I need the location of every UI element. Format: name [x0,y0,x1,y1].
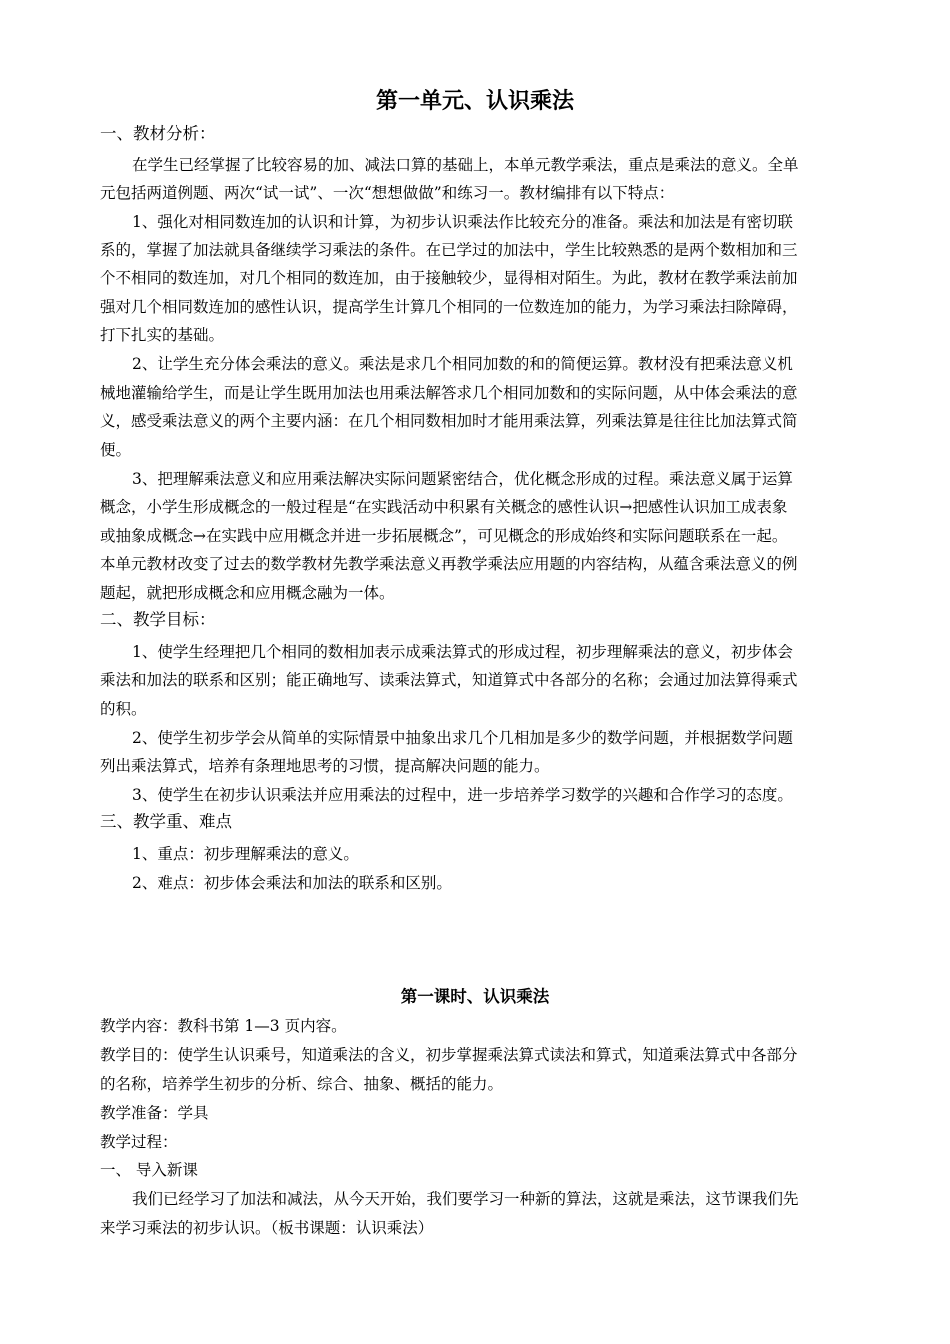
section1-intro-line: 元包括两道例题、两次“试一试”、一次“想想做做”和练习一。教材编排有以下特点： [100,184,675,202]
goal1-line: 乘法和加法的联系和区别；能正确地写、读乘法算式，知道算式中各部分的名称；会通过加法算得乘式 [100,671,798,689]
lesson-objective-line: 教学目的：使学生认识乘号，知道乘法的含义，初步掌握乘法算式读法和算式，知道乘法算式中各部分 [100,1046,798,1064]
lesson-content: 教学内容：教科书第 1—3 页内容。 [100,1017,347,1035]
step1-text-line: 我们已经学习了加法和减法，从今天开始，我们要学习一种新的算法，这就是乘法，这节课我们先 [132,1190,799,1208]
section1-heading: 一、教材分析： [100,124,216,143]
section2-heading: 二、教学目标： [100,610,216,629]
goal3-line: 3、使学生在初步认识乘法并应用乘法的过程中，进一步培养学习数学的兴趣和合作学习的态度。 [132,786,793,804]
goal1-line: 1、使学生经理把几个相同的数相加表示成乘法算式的形成过程，初步理解乘法的意义，初步体会 [132,643,793,661]
goal2-line: 列出乘法算式，培养有条理地思考的习惯，提高解决问题的能力。 [100,757,550,775]
point3-line: 3、把理解乘法意义和应用乘法解决实际问题紧密结合，优化概念形成的过程。乘法意义属于运算 [132,470,793,488]
point2-line: 义，感受乘法意义的两个主要内涵：在几个相同数相加时才能用乘法算，列乘法算是往往比加法算式简 [100,412,798,430]
lesson-objective-line: 的名称，培养学生初步的分析、综合、抽象、概括的能力。 [100,1075,504,1093]
point1-line: 个不相同的数连加，对几个相同的数连加，由于接触较少，显得相对陌生。为此，教材在教学乘法前加 [100,269,798,287]
lesson-prep: 教学准备：学具 [100,1104,209,1122]
lesson-process: 教学过程： [100,1133,178,1151]
point2-line: 2、让学生充分体会乘法的意义。乘法是求几个相同加数的和的简便运算。教材没有把乘法意义机 [132,355,793,373]
step1-text-line: 来学习乘法的初步认识。（板书课题：认识乘法） [100,1219,434,1237]
point3-line: 题起，就把形成概念和应用概念融为一体。 [100,584,395,602]
point1-line: 打下扎实的基础。 [100,326,225,344]
unit-title: 第一单元、认识乘法 [375,88,574,114]
point2-line: 便。 [100,441,132,459]
lesson-title: 第一课时、认识乘法 [400,987,550,1006]
section3-heading: 三、教学重、难点 [100,812,232,831]
point1-line: 强对几个相同数连加的感性认识，提高学生计算几个相同的一位数连加的能力，为学习乘法扫除障碍， [100,298,798,316]
point3-line: 本单元教材改变了过去的数学教材先教学乘法意义再教学乘法应用题的内容结构，从蕴含乘法意义的例 [100,555,798,573]
key-point: 1、重点：初步理解乘法的意义。 [132,845,359,863]
section1-intro-line: 在学生已经掌握了比较容易的加、减法口算的基础上，本单元教学乘法，重点是乘法的意义。全单 [132,156,799,174]
step1-heading: 一、 导入新课 [100,1161,198,1179]
point1-line: 系的，掌握了加法就具备继续学习乘法的条件。在已学过的加法中，学生比较熟悉的是两个数相加和三 [100,241,798,259]
goal1-line: 的积。 [100,700,147,718]
point2-line: 械地灌输给学生，而是让学生既用加法也用乘法解答求几个相同加数和的实际问题，从中体会乘法的意 [100,384,798,402]
point1-line: 1、强化对相同数连加的认识和计算，为初步认识乘法作比较充分的准备。乘法和加法是有密切联 [132,213,793,231]
goal2-line: 2、使学生初步学会从简单的实际情景中抽象出求几个几相加是多少的数学问题，并根据数学问题 [132,729,793,747]
point3-line: 概念，小学生形成概念的一般过程是“在实践活动中积累有关概念的感性认识→把感性认识加工成表象 [100,498,788,516]
point3-line: 或抽象成概念→在实践中应用概念并进一步拓展概念”，可见概念的形成始终和实际问题联系在一起。 [100,527,788,545]
difficulty-point: 2、难点：初步体会乘法和加法的联系和区别。 [132,874,452,892]
